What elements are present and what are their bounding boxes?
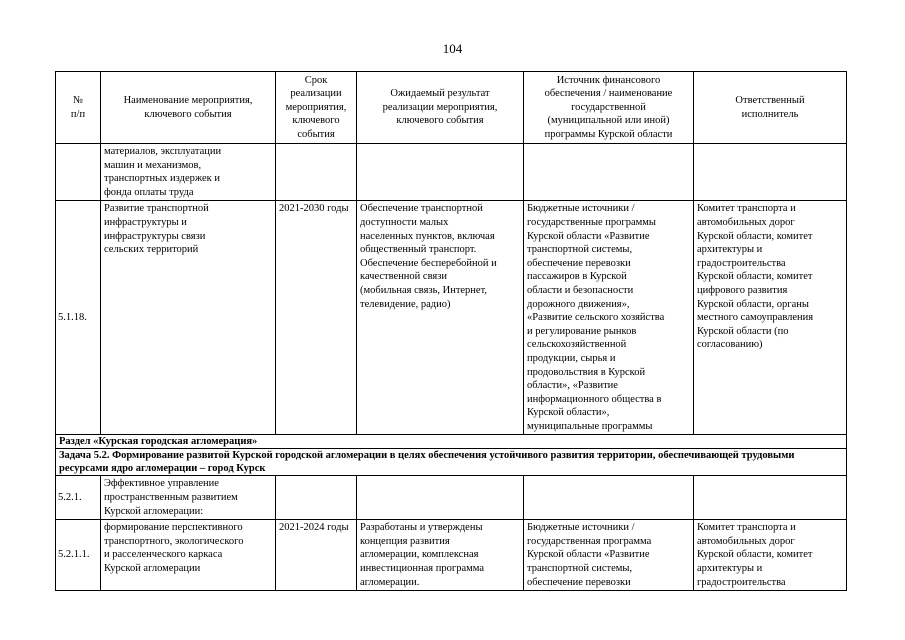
row-source xyxy=(524,476,694,520)
row-executor xyxy=(694,476,847,520)
row-executor: Комитет транспорта и автомобильных дорог Курской области, комитет архитектуры и градостроительства xyxy=(694,520,847,591)
row-result xyxy=(357,144,524,201)
row-source xyxy=(524,144,694,201)
table-row xyxy=(56,144,847,201)
row-term xyxy=(276,476,357,520)
row-term: 2021-2024 годы xyxy=(276,520,357,591)
table-row xyxy=(56,476,847,520)
row-source: Бюджетные источники / государственные программы Курской области «Развитие транспортной системы, обеспечение перевозки пассажиров в Курской области и безопасности дорожного движения», «Развитие сельского хозяйства и регулирование рынков сельскохозяйственной продукции, сырья и продовольствия в Курской области», «Развитие информационного общества в Курской области», муниципальные программы xyxy=(524,201,694,435)
header-result: Ожидаемый результат реализации мероприятия, ключевого события xyxy=(357,72,524,144)
header-term: Срок реализации мероприятия, ключевого события xyxy=(276,72,357,144)
task-title: Задача 5.2. Формирование развитой Курской городской агломерации в целях обеспечения устойчивого развития территории, обеспечивающей трудовыми ресурсами ядро агломерации – город Курск xyxy=(56,449,847,476)
row-name: Развитие транспортной инфраструктуры и инфраструктуры связи сельских территорий xyxy=(101,201,276,435)
row-result: Разработаны и утверждены концепция развития агломерации, комплексная инвестиционная программа агломерации. xyxy=(357,520,524,591)
section-title: Раздел «Курская городская агломерация» xyxy=(56,435,847,449)
task-row xyxy=(56,449,847,476)
row-executor xyxy=(694,144,847,201)
row-result: Обеспечение транспортной доступности малых населенных пунктов, включая общественный транспорт. Обеспечение бесперебойной и качественной связи (мобильная связь, Интернет, телевидение, радио) xyxy=(357,201,524,435)
row-name: Эффективное управление пространственным развитием Курской агломерации: xyxy=(101,476,276,520)
header-executor: Ответственный исполнитель xyxy=(694,72,847,144)
row-name: формирование перспективного транспортного, экологического и расселенческого каркаса Курской агломерации xyxy=(101,520,276,591)
table-row xyxy=(56,201,847,435)
row-executor: Комитет транспорта и автомобильных дорог Курской области, комитет архитектуры и градостроительства Курской области, комитет цифрового развития Курской области, органы местного самоуправления Курской области (по согласованию) xyxy=(694,201,847,435)
header-source: Источник финансового обеспечения / наименование государственной (муниципальной или иной) программы Курской области xyxy=(524,72,694,144)
row-num: 5.2.1. xyxy=(56,476,101,520)
row-term xyxy=(276,144,357,201)
row-term: 2021-2030 годы xyxy=(276,201,357,435)
page-number: 104 xyxy=(442,41,463,56)
row-name: материалов, эксплуатации машин и механизмов, транспортных издержек и фонда оплаты труда xyxy=(101,144,276,201)
measures-table xyxy=(55,71,847,591)
section-row xyxy=(56,435,847,449)
table-row xyxy=(56,520,847,591)
row-num xyxy=(56,144,101,201)
row-source: Бюджетные источники / государственная программа Курской области «Развитие транспортной системы, обеспечение перевозки xyxy=(524,520,694,591)
table-header-row xyxy=(56,72,847,144)
row-num: 5.2.1.1. xyxy=(56,520,101,591)
row-num: 5.1.18. xyxy=(56,201,101,435)
header-num: № п/п xyxy=(56,72,101,144)
row-result xyxy=(357,476,524,520)
header-name: Наименование мероприятия, ключевого события xyxy=(101,72,276,144)
